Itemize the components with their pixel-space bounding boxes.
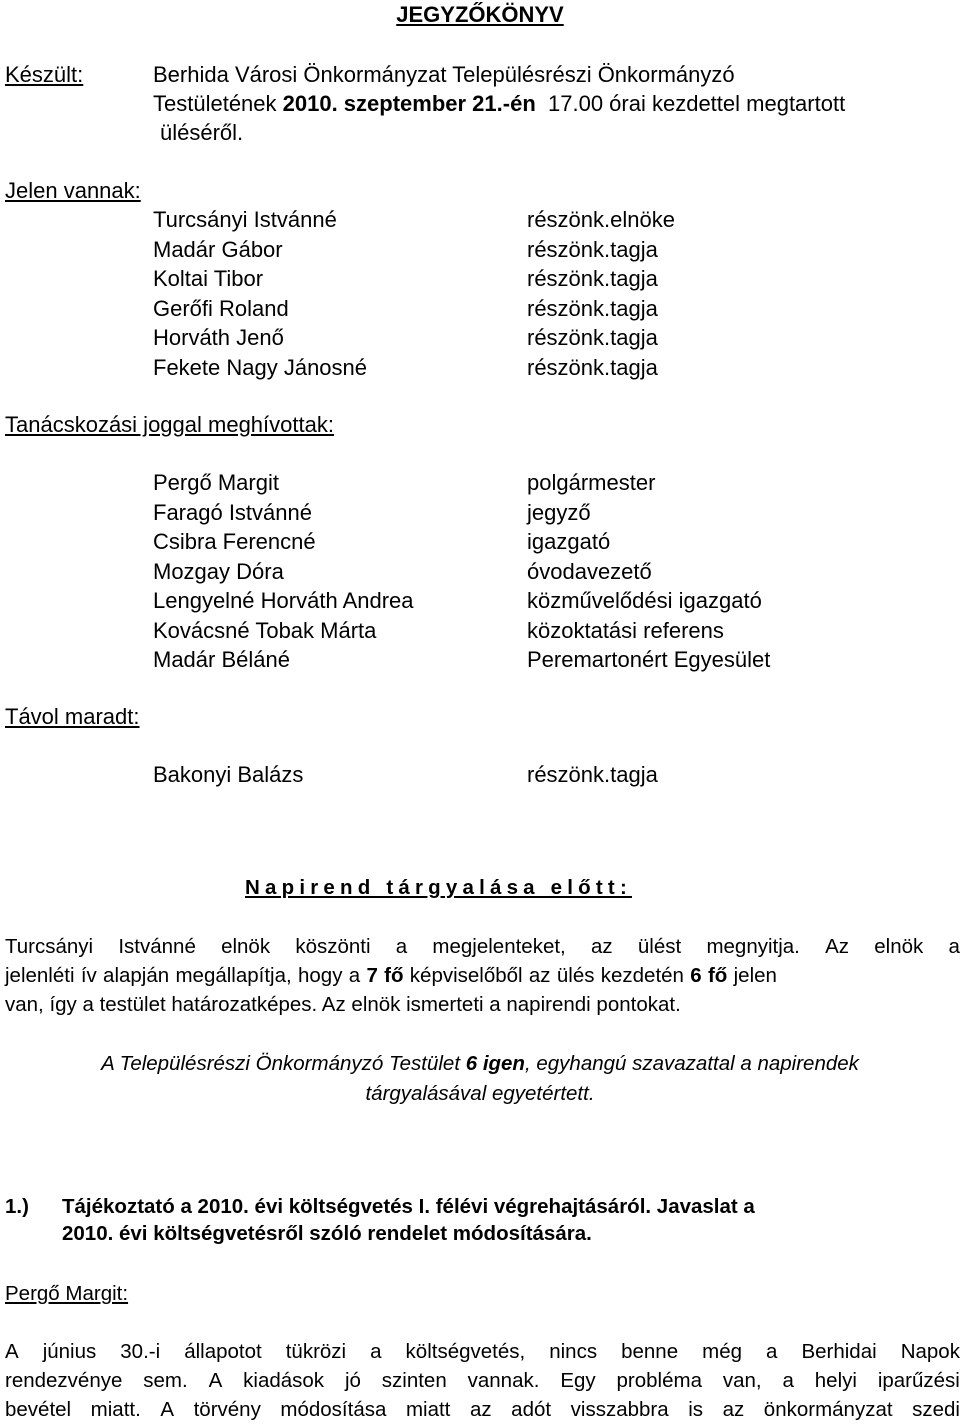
quorum-count: 6 fő <box>690 964 728 987</box>
tanacskozasi-label: Tanácskozási joggal meghívottak: <box>5 412 334 437</box>
word: nincs <box>549 1340 598 1363</box>
word: önkormányzat <box>763 1398 893 1421</box>
word: jó <box>344 1369 361 1392</box>
keszult-line-2-end: 17.00 órai kezdettel megtartott <box>548 91 846 116</box>
word: Az <box>825 935 850 958</box>
word: a <box>395 935 408 958</box>
member-role: részönk.tagja <box>527 325 658 350</box>
member-name: Horváth Jenő <box>153 325 284 350</box>
word: módosítása <box>280 1398 387 1421</box>
invitee-name: Csibra Ferencné <box>153 529 316 554</box>
invitee-role: jegyző <box>527 499 591 525</box>
resolution-line-2: tárgyalásával egyetértett. <box>365 1082 595 1105</box>
vote-count: 6 igen <box>465 1052 525 1075</box>
agenda-item-line-1: Tájékoztató a 2010. évi költségvetés I. félévi végrehajtásáról. Javaslat a <box>62 1195 755 1218</box>
intro-line-1 <box>5 932 960 961</box>
intro-line-2 <box>5 961 960 990</box>
napirend-heading: Napirend tárgyalása előtt: <box>245 876 632 899</box>
present-count: 7 fő <box>366 964 404 987</box>
invitee-role: közoktatási referens <box>527 617 724 643</box>
word: adót <box>511 1398 552 1421</box>
intro-line-2-a: jelenléti ív alapján megállapítja, hogy a <box>5 964 367 987</box>
word: Istvánné <box>118 935 196 958</box>
word: ülést <box>637 935 682 958</box>
word: megjelenteket, <box>432 935 566 958</box>
speaker-label: Pergő Margit: <box>5 1282 129 1305</box>
word: Napok <box>900 1340 960 1363</box>
word: miatt. <box>90 1398 141 1421</box>
word: A <box>160 1398 175 1421</box>
word: probléma <box>616 1369 702 1392</box>
invitee-role: közművelődési igazgató <box>527 588 762 613</box>
invitee-role: polgármester <box>527 470 656 495</box>
word: visszabbra <box>570 1398 669 1421</box>
word: tükrözi <box>285 1340 347 1363</box>
invitee-role: igazgató <box>527 529 611 554</box>
word: rendezvénye <box>5 1369 123 1392</box>
word: sem. <box>143 1369 188 1392</box>
word: helyi <box>814 1369 857 1392</box>
absent-role: részönk.tagja <box>527 762 658 787</box>
word: törvény <box>193 1398 261 1421</box>
word: kiadások <box>243 1369 325 1392</box>
invitee-role: Peremartonért Egyesület <box>527 647 771 672</box>
word: vannak. <box>467 1369 540 1392</box>
invitee-roles <box>527 468 770 675</box>
jelen-label: Jelen vannak: <box>5 178 141 203</box>
word: az <box>722 1398 745 1421</box>
speech-line-2 <box>5 1366 960 1395</box>
agenda-item-line-2: 2010. évi költségvetésről szóló rendelet módosítására. <box>62 1222 592 1245</box>
speech-line-3 <box>5 1395 960 1424</box>
word: a <box>948 935 960 958</box>
invitee-name: Lengyelné Horváth Andrea <box>153 588 414 613</box>
invitee-name: Faragó Istvánné <box>153 499 312 525</box>
word: köszönti <box>295 935 371 958</box>
word: van, <box>722 1369 762 1392</box>
intro-line-2-c: képviselőből az ülés kezdetén <box>403 964 691 987</box>
member-role: részönk.tagja <box>527 266 658 291</box>
invitee-name: Madár Béláné <box>153 647 290 672</box>
word: A <box>5 1340 19 1363</box>
word: 30.-i <box>120 1340 161 1363</box>
member-name: Turcsányi Istvánné <box>153 207 337 232</box>
jelen-roles <box>527 205 675 382</box>
intro-line-3: van, így a testület határozatképes. Az elnök ismerteti a napirendi pontokat. <box>5 993 681 1016</box>
word: megnyitja. <box>706 935 800 958</box>
member-name: Madár Gábor <box>153 236 283 262</box>
word: állapotot <box>184 1340 262 1363</box>
invitee-names <box>153 468 414 675</box>
keszult-label: Készült: <box>5 62 84 87</box>
word: Berhidai <box>801 1340 877 1363</box>
member-name: Fekete Nagy Jánosné <box>153 354 368 380</box>
absent-name: Bakonyi Balázs <box>153 762 304 787</box>
keszult-line-2-start: Testületének <box>153 91 283 116</box>
word: elnök <box>874 935 924 958</box>
keszult-line-2 <box>153 89 845 119</box>
document-title: JEGYZŐKÖNYV <box>396 2 564 27</box>
word: miatt <box>405 1398 451 1421</box>
word: bevétel <box>5 1398 72 1421</box>
resolution-line-1 <box>0 1049 960 1079</box>
invitee-role: óvodavezető <box>527 558 652 584</box>
speech-paragraph <box>5 1337 960 1424</box>
invitee-name: Pergő Margit <box>153 470 279 495</box>
word: az <box>469 1398 492 1421</box>
member-role: részönk.tagja <box>527 354 658 380</box>
word: Turcsányi <box>5 935 94 958</box>
intro-line-2-d: jelen <box>727 964 777 987</box>
meeting-date: 2010. szeptember 21.-én <box>282 91 536 116</box>
word: költségvetés, <box>405 1340 526 1363</box>
member-name: Gerőfi Roland <box>153 295 289 321</box>
word: elnök <box>221 935 271 958</box>
word: szedi <box>912 1398 960 1421</box>
intro-paragraph <box>5 932 960 1019</box>
word: szinten <box>381 1369 447 1392</box>
member-role: részönk.tagja <box>527 236 658 262</box>
word: június <box>42 1340 97 1363</box>
agenda-item-title <box>62 1193 755 1247</box>
word: a <box>370 1340 382 1363</box>
word: A <box>208 1369 223 1392</box>
jelen-names <box>153 205 367 382</box>
word: a <box>782 1369 794 1392</box>
word: benne <box>621 1340 679 1363</box>
word: a <box>766 1340 778 1363</box>
keszult-line-1: Berhida Városi Önkormányzat Településrészi Önkormányzó <box>153 62 735 87</box>
member-role: részönk.tagja <box>527 295 658 321</box>
tavol-label: Távol maradt: <box>5 704 140 729</box>
speech-line-1 <box>5 1337 960 1366</box>
invitee-name: Mozgay Dóra <box>153 558 284 584</box>
member-name: Koltai Tibor <box>153 266 264 291</box>
member-role: részönk.elnöke <box>527 207 675 232</box>
resolution-text-a: A Településrészi Önkormányzó Testület <box>101 1052 466 1075</box>
resolution-text-b: , egyhangú szavazattal a napirendek <box>524 1052 859 1075</box>
word: iparűzési <box>877 1369 960 1392</box>
word: az <box>591 935 613 958</box>
keszult-line-3: üléséről. <box>160 120 244 145</box>
word: még <box>702 1340 743 1363</box>
word: is <box>688 1398 704 1421</box>
word: Egy <box>560 1369 596 1392</box>
invitee-name: Kovácsné Tobak Márta <box>153 617 377 643</box>
resolution <box>0 1049 960 1109</box>
agenda-item-number: 1.) <box>5 1195 29 1218</box>
